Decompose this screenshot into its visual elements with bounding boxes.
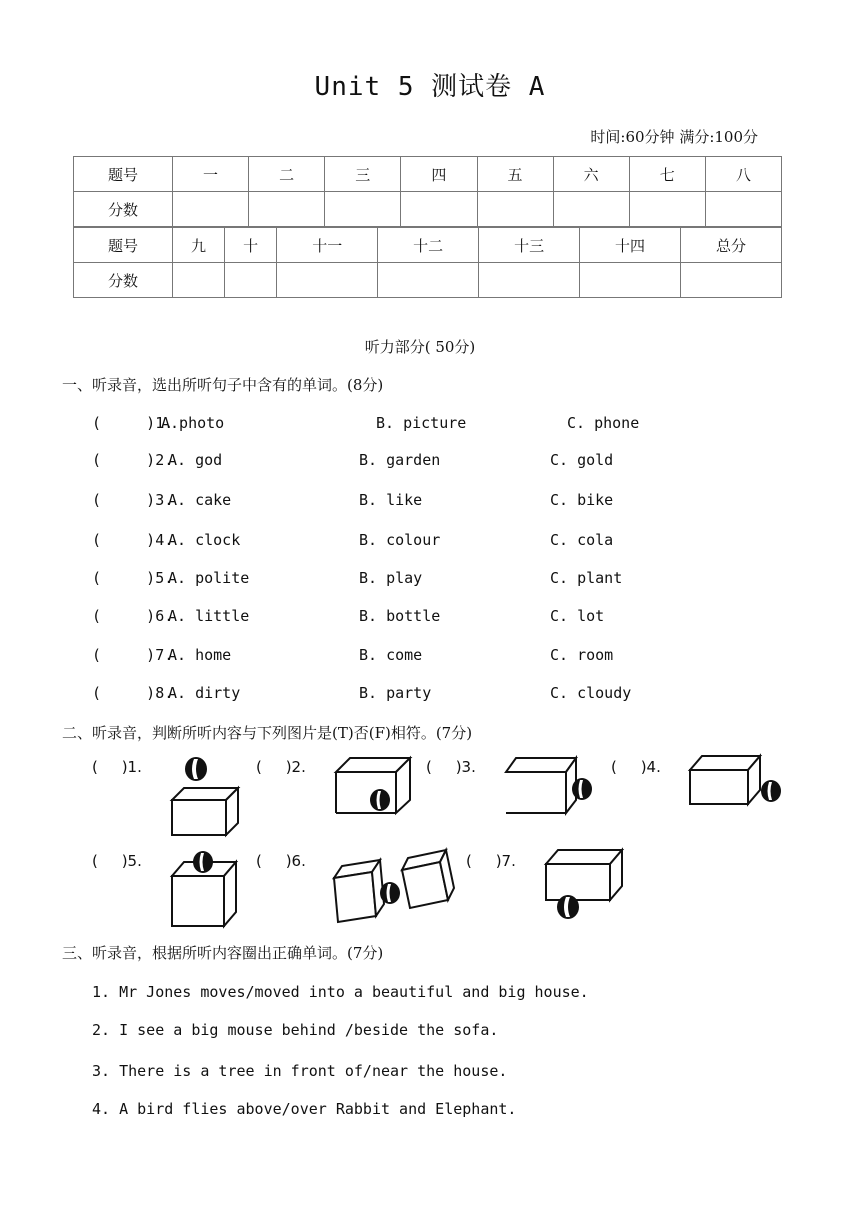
option-a: A.photo bbox=[161, 414, 225, 432]
picture-7-ball-under-box bbox=[546, 850, 622, 919]
picture-answer-blank[interactable]: ( )2. bbox=[256, 758, 306, 776]
table-cell: 九 bbox=[173, 228, 225, 263]
option-b: B. bottle bbox=[359, 607, 441, 625]
table-cell: 五 bbox=[477, 157, 553, 192]
option-b: B. picture bbox=[376, 414, 467, 432]
part2-heading: 二、听录音，判断所听内容与下列图片是(T)否(F)相符。(7分) bbox=[62, 724, 473, 742]
option-a: A. god bbox=[168, 451, 223, 469]
sentence-4[interactable]: 4. A bird flies above/over Rabbit and Elephant. bbox=[92, 1100, 517, 1118]
answer-blank[interactable]: ( )2. bbox=[92, 451, 174, 469]
option-c: C. plant bbox=[550, 569, 623, 587]
part1-heading: 一、听录音，选出所听句子中含有的单词。(8分) bbox=[62, 376, 384, 394]
picture-4-ball-beside-box bbox=[690, 756, 781, 804]
option-c: C. bike bbox=[550, 491, 614, 509]
listening-section-title: 听力部分( 50分) bbox=[364, 338, 476, 356]
option-b: B. party bbox=[359, 684, 432, 702]
answer-blank[interactable]: ( )1. bbox=[92, 414, 174, 432]
picture-5-ball-on-box bbox=[172, 851, 236, 926]
sentence-1[interactable]: 1. Mr Jones moves/moved into a beautiful and big house. bbox=[92, 983, 589, 1001]
option-c: C. cola bbox=[550, 531, 614, 549]
picture-answer-blank[interactable]: ( )4. bbox=[611, 758, 661, 776]
table-cell: 十一 bbox=[277, 228, 378, 263]
option-a: A. cake bbox=[168, 491, 232, 509]
answer-blank[interactable]: ( )6. bbox=[92, 607, 174, 625]
picture-answer-blank[interactable]: ( )7. bbox=[466, 852, 516, 870]
table-cell: 一 bbox=[173, 157, 249, 192]
option-a: A. polite bbox=[168, 569, 250, 587]
row-header: 分数 bbox=[74, 263, 173, 298]
picture-1-ball-on-box bbox=[172, 757, 238, 835]
part3-heading: 三、听录音，根据所听内容圈出正确单词。(7分) bbox=[62, 944, 384, 962]
picture-answer-blank[interactable]: ( )6. bbox=[256, 852, 306, 870]
answer-blank[interactable]: ( )3. bbox=[92, 491, 174, 509]
answer-blank[interactable]: ( )4. bbox=[92, 531, 174, 549]
picture-answer-blank[interactable]: ( )3. bbox=[426, 758, 476, 776]
answer-blank[interactable]: ( )7. bbox=[92, 646, 174, 664]
table-cell: 八 bbox=[705, 157, 781, 192]
table-cell: 总分 bbox=[681, 228, 782, 263]
option-c: C. cloudy bbox=[550, 684, 632, 702]
option-b: B. come bbox=[359, 646, 423, 664]
table-cell: 三 bbox=[325, 157, 401, 192]
table-cell: 十三 bbox=[479, 228, 580, 263]
sentence-3[interactable]: 3. There is a tree in front of/near the house. bbox=[92, 1062, 508, 1080]
table-cell: 七 bbox=[629, 157, 705, 192]
option-a: A. home bbox=[168, 646, 232, 664]
option-b: B. play bbox=[359, 569, 423, 587]
option-b: B. colour bbox=[359, 531, 441, 549]
row-header: 分数 bbox=[74, 192, 173, 227]
picture-answer-blank[interactable]: ( )5. bbox=[92, 852, 142, 870]
option-a: A. dirty bbox=[168, 684, 241, 702]
table-cell: 二 bbox=[249, 157, 325, 192]
picture-6-ball-between-boxes bbox=[334, 850, 454, 922]
option-c: C. room bbox=[550, 646, 614, 664]
table-cell: 四 bbox=[401, 157, 477, 192]
option-b: B. garden bbox=[359, 451, 441, 469]
option-c: C. phone bbox=[567, 414, 640, 432]
table-cell: 十二 bbox=[378, 228, 479, 263]
answer-blank[interactable]: ( )8. bbox=[92, 684, 174, 702]
option-a: A. clock bbox=[168, 531, 241, 549]
picture-2-ball-in-box bbox=[336, 758, 410, 813]
option-c: C. lot bbox=[550, 607, 605, 625]
option-c: C. gold bbox=[550, 451, 614, 469]
picture-3-ball-beside-box bbox=[506, 758, 592, 813]
page-title: Unit 5 测试卷 A bbox=[314, 72, 546, 102]
option-a: A. little bbox=[168, 607, 250, 625]
table-cell: 十四 bbox=[580, 228, 681, 263]
answer-blank[interactable]: ( )5. bbox=[92, 569, 174, 587]
picture-answer-blank[interactable]: ( )1. bbox=[92, 758, 142, 776]
table-cell: 六 bbox=[553, 157, 629, 192]
row-header: 题号 bbox=[74, 228, 173, 263]
row-header: 题号 bbox=[74, 157, 173, 192]
option-b: B. like bbox=[359, 491, 423, 509]
sentence-2[interactable]: 2. I see a big mouse behind /beside the sofa. bbox=[92, 1021, 499, 1039]
exam-meta: 时间:60分钟 满分:100分 bbox=[590, 128, 758, 146]
table-cell: 十 bbox=[225, 228, 277, 263]
